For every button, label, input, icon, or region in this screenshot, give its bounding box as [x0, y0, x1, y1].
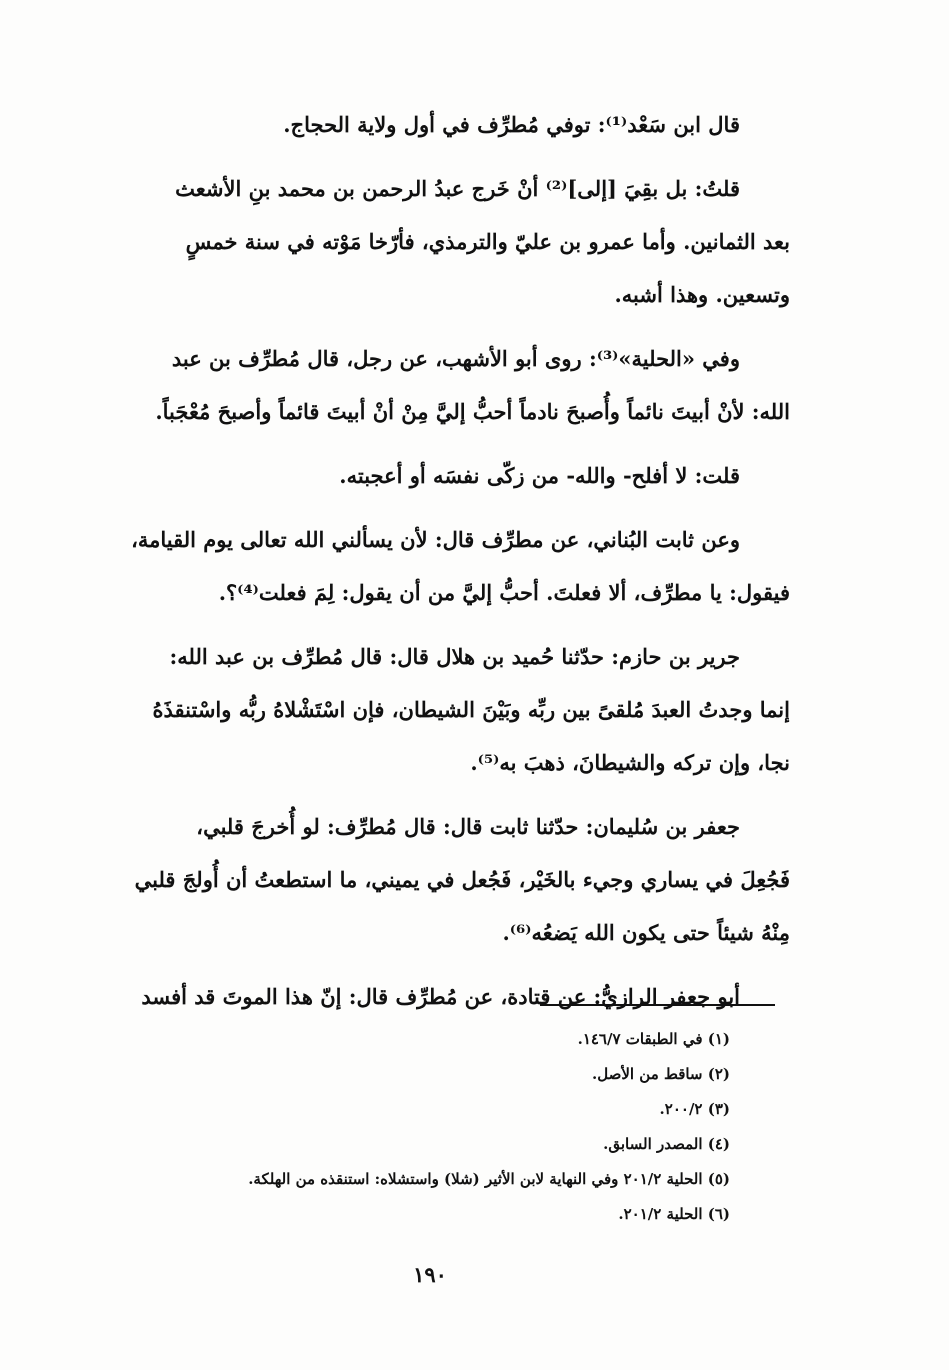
- footnote-divider: [540, 1004, 775, 1006]
- text-line: بعد الثمانين. وأما عمرو بن عليّ والترمذي، فأرّخا مَوْته في سنة خمسٍ: [185, 229, 790, 254]
- text-line: جرير بن حازم: حدّثنا حُميد بن هلال قال: قال مُطرِّف بن عبد الله:: [169, 644, 740, 669]
- footnote: (٤) المصدر السابق.: [603, 1135, 730, 1153]
- paragraph: [120, 513, 790, 619]
- footnote: (١) في الطبقات ١٤٦/٧.: [577, 1030, 730, 1048]
- text-line: قال ابن سَعْد⁽¹⁾: توفي مُطرِّف في أول ولاية الحجاج.: [283, 112, 740, 137]
- text-line: الله: لأنْ أبيتَ نائماً وأُصبحَ نادماً أحبُّ إليَّ مِنْ أنْ أبيتَ قائماً وأصبحَ مُعْجَباً.: [155, 399, 790, 424]
- paragraph: [120, 449, 790, 502]
- footnote: (٢) ساقط من الأصل.: [592, 1065, 730, 1083]
- text-line: قلتُ: بل بقِيَ [إلى]⁽²⁾ أنْ خَرج عبدُ الرحمن بن محمد بنِ الأشعث: [175, 176, 740, 201]
- footnotes: [140, 1022, 730, 1232]
- text-line: قلت: لا أفلح- والله- من زكّى نفسَه أو أعجبته.: [339, 463, 740, 488]
- paragraph: [120, 630, 790, 789]
- footnote: (٥) الحلية ٢٠١/٢ وفي النهاية لابن الأثير (شلا) واستشلاه: استنقذه من الهلكة.: [248, 1170, 730, 1188]
- paragraph: [120, 162, 790, 321]
- text-line: إنما وجدتُ العبدَ مُلقىً بين ربِّه وبَيْنَ الشيطان، فإن اسْتَشْلاهُ ربُّه واسْتنقذَهُ: [152, 697, 790, 722]
- text-line: جعفر بن سُليمان: حدّثنا ثابت قال: قال مُطرِّف: لو أُخرجَ قلبي،: [196, 814, 740, 839]
- text-line: فيقول: يا مطرِّف، ألا فعلتَ. أحبُّ إليَّ من أن يقول: لِمَ فعلت⁽⁴⁾؟.: [218, 580, 790, 605]
- text-line: وتسعين. وهذا أشبه.: [614, 282, 790, 307]
- text-line: وعن ثابت البُناني، عن مطرِّف قال: لأن يسألني الله تعالى يوم القيامة،: [131, 527, 740, 552]
- main-text: [120, 98, 790, 1034]
- footnote: (٦) الحلية ٢٠١/٢.: [618, 1205, 730, 1223]
- text-line: فَجُعِلَ في يساري وجيء بالخَيْر، فَجُعل في يميني، ما استطعتُ أن أُولجَ قلبي: [134, 867, 790, 892]
- paragraph: [120, 98, 790, 151]
- paragraph: [120, 970, 790, 1023]
- paragraph: [120, 332, 790, 438]
- text-line: نجا، وإن تركه والشيطانَ، ذهبَ به⁽⁵⁾.: [470, 750, 790, 775]
- page-number: ١٩٠: [413, 1262, 447, 1287]
- text-line: وفي «الحلية»⁽³⁾: روى أبو الأشهب، عن رجل، قال مُطرِّف بن عبد: [171, 346, 740, 371]
- footnote: (٣) ٢٠٠/٢.: [659, 1100, 730, 1118]
- paragraph: [120, 800, 790, 959]
- text-line: مِنْهُ شيئاً حتى يكون الله يَضعُه⁽⁶⁾.: [502, 920, 790, 945]
- text-line: أبو جعفر الرازيُّ: عن قتادة، عن مُطرِّف قال: إنّ هذا الموتَ قد أفسد: [141, 984, 740, 1009]
